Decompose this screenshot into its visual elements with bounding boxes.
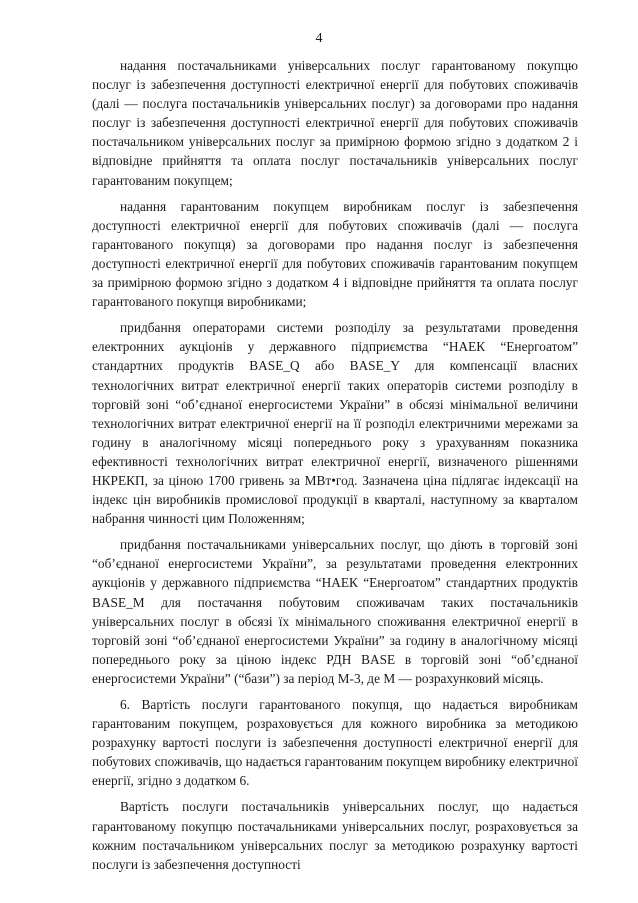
paragraph-universal-suppliers-purchase: придбання постачальниками універсальних послуг, що діють в торговій зоні “об’єднаної енергосистеми України”, за результатами проведення електронних аукціонів у державного підприємства “НАЕК “Енергоатом” стандартних продуктів BASE_M для постачання побутовим споживачам таких постачальників універсальних послуг в обсязі їх мінімального споживання електричної енергії в торговій зоні “об’єднаної енергосистеми України” за годину в аналогічному місяці попереднього року за ціною індекс РДН BASE в торговій зоні “об’єднаної енергосистеми України” (“бази”) за період М-3, де М — розрахунковий місяць.	[92, 537, 578, 686]
paragraph-universal-services-cost: Вартість послуги постачальників універсальних послуг, що надається гарантованому покупцю постачальниками універсальних послуг, розраховується за кожним постачальником універсальних послуг за методикою розрахунку вартості послуги із забезпечення доступності	[92, 799, 578, 872]
paragraph-guaranteed-buyer-services: надання гарантованим покупцем виробникам послуг із забезпечення доступності електричної енергії для побутових споживачів (далі — послуга гарантованого покупця) за договорами про надання послуг із забезпечення доступності електричної енергії для побутових споживачів гарантованим покупцем за примірною формою згідно з додатком 4 і відповідне прийняття та оплата послуг гарантованого покупця виробниками;	[92, 198, 578, 310]
paragraph-universal-services-supply: надання постачальниками універсальних послуг гарантованому покупцю послуг із забезпечення доступності електричної енергії для побутових споживачів (далі — послуга постачальників універсальних послуг) за договорами про надання послуг із забезпечення доступності електричної енергії для побутових споживачів постачальником універсальних послуг за примірною формою згідно з додатком 2 і відповідне прийняття та оплата послуг постачальників універсальних послуг гарантованим покупцем;	[92, 58, 578, 188]
document-body	[92, 56, 578, 881]
paragraph-item-6-service-cost: 6. Вартість послуги гарантованого покупця, що надається виробникам гарантованим покупцем, розраховується для кожного виробника за методикою розрахунку вартості послуги із забезпечення доступності електричної енергії для побутових споживачів, що надається гарантованим покупцем виробнику електричної енергії, згідно з додатком 6.	[92, 697, 578, 789]
paragraph-distribution-operators-purchase: придбання операторами системи розподілу за результатами проведення електронних аукціонів у державного підприємства “НАЕК “Енергоатом” стандартних продуктів BASE_Q або BASE_Y для компенсації власних технологічних витрат електричної енергії таких операторів системи розподілу в торговій зоні “об’єднаної енергосистеми України” в обсязі мінімальної величини технологічних витрат електричної енергії на її розподіл електричними мережами за годину в аналогічному місяці попереднього року з урахуванням показника ефективності технологічних витрат електричної енергії, визначеного рішеннями НКРЕКП, за ціною 1700 гривень за МВт•год. Зазначена ціна підлягає індексації на індекс цін виробників промислової продукції в кварталі, наступному за кварталом набрання чинності цим Положенням;	[92, 320, 578, 527]
page-number: 4	[315, 31, 323, 46]
